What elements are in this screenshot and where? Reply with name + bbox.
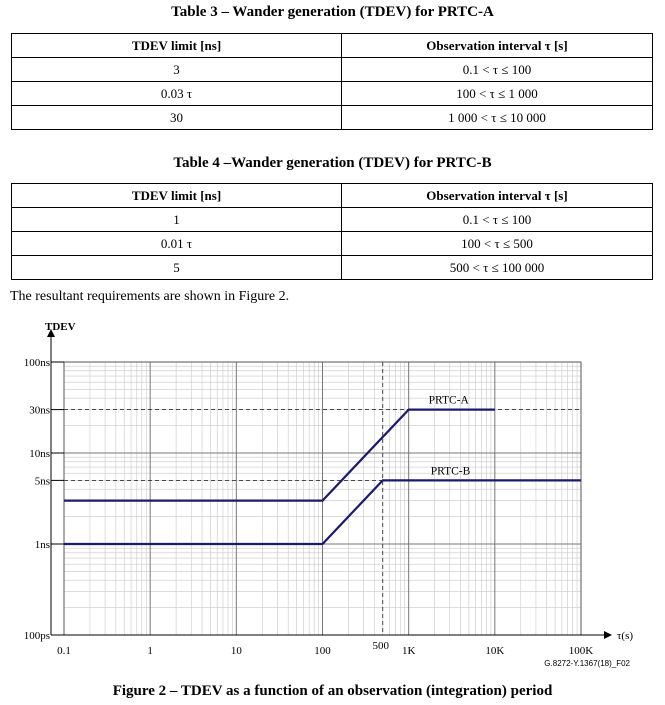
y-tick-label: 30ns [29, 404, 50, 417]
table4-header-row [12, 184, 653, 208]
table3-caption: Table 3 – Wander generation (TDEV) for PRTC-A [171, 4, 494, 20]
table3-cell-interval: 100 < τ ≤ 1 000 [342, 82, 653, 106]
table4-cell-interval: 0.1 < τ ≤ 100 [342, 208, 653, 232]
table4-cell-interval: 500 < τ ≤ 100 000 [342, 256, 653, 280]
table-row [12, 106, 653, 130]
x-tick-label: 10K [485, 645, 505, 657]
table-row [12, 256, 653, 280]
x-tick-label-extra: 500 [372, 640, 389, 652]
table4-header-interval: Observation interval τ [s] [342, 184, 653, 208]
table3-header-tdev: TDEV limit [ns] [12, 34, 342, 58]
y-tick-label: 100ps [23, 630, 50, 642]
table4-cell-tdev: 5 [12, 256, 342, 280]
y-tick-label: 10ns [29, 448, 50, 460]
table3-header-row [12, 34, 653, 58]
table4-header-tdev: TDEV limit [ns] [12, 184, 342, 208]
table4 [11, 183, 653, 280]
x-tick-label: 10 [230, 645, 242, 657]
figure-id: G.8272-Y.1367(18)_F02 [544, 659, 630, 668]
y-tick-label: 5ns [34, 475, 50, 488]
y-tick-label: 100ns [23, 357, 50, 369]
y-tick-label: 1ns [34, 539, 50, 551]
table-row [12, 208, 653, 232]
x-tick-label: 1K [401, 645, 416, 657]
chart-grid [64, 362, 581, 635]
x-tick-label: 100K [568, 645, 594, 657]
x-tick-label: 1 [147, 645, 153, 657]
figure-caption: Figure 2 – TDEV as a function of an observation (integration) period [112, 683, 553, 699]
tdev-chart [0, 315, 665, 680]
table3-cell-interval: 1 000 < τ ≤ 10 000 [342, 106, 653, 130]
table4-cell-tdev: 0.01 τ [12, 232, 342, 256]
table3-cell-tdev: 30 [12, 106, 342, 130]
table4-cell-tdev: 1 [12, 208, 342, 232]
body-paragraph: The resultant requirements are shown in Figure 2. [10, 289, 290, 304]
table3 [11, 33, 653, 130]
table-row [12, 82, 653, 106]
series-label-prtc-b: PRTC-B [430, 465, 471, 478]
table3-cell-tdev: 3 [12, 58, 342, 82]
chart-frame [47, 329, 612, 639]
x-tick-label: 100 [314, 645, 331, 657]
series-label-prtc-a: PRTC-A [428, 394, 469, 407]
y-axis-label: TDEV [45, 321, 76, 333]
x-axis-label: τ(s) [617, 630, 634, 642]
table3-header-interval: Observation interval τ [s] [342, 34, 653, 58]
x-axis-arrow-icon [604, 631, 612, 639]
table4-caption: Table 4 –Wander generation (TDEV) for PRTC-B [173, 155, 492, 171]
table3-cell-tdev: 0.03 τ [12, 82, 342, 106]
table-row [12, 58, 653, 82]
table-row [12, 232, 653, 256]
table3-cell-interval: 0.1 < τ ≤ 100 [342, 58, 653, 82]
series-line-prtc-a [64, 410, 495, 501]
table4-cell-interval: 100 < τ ≤ 500 [342, 232, 653, 256]
x-tick-label: 0.1 [57, 645, 71, 657]
